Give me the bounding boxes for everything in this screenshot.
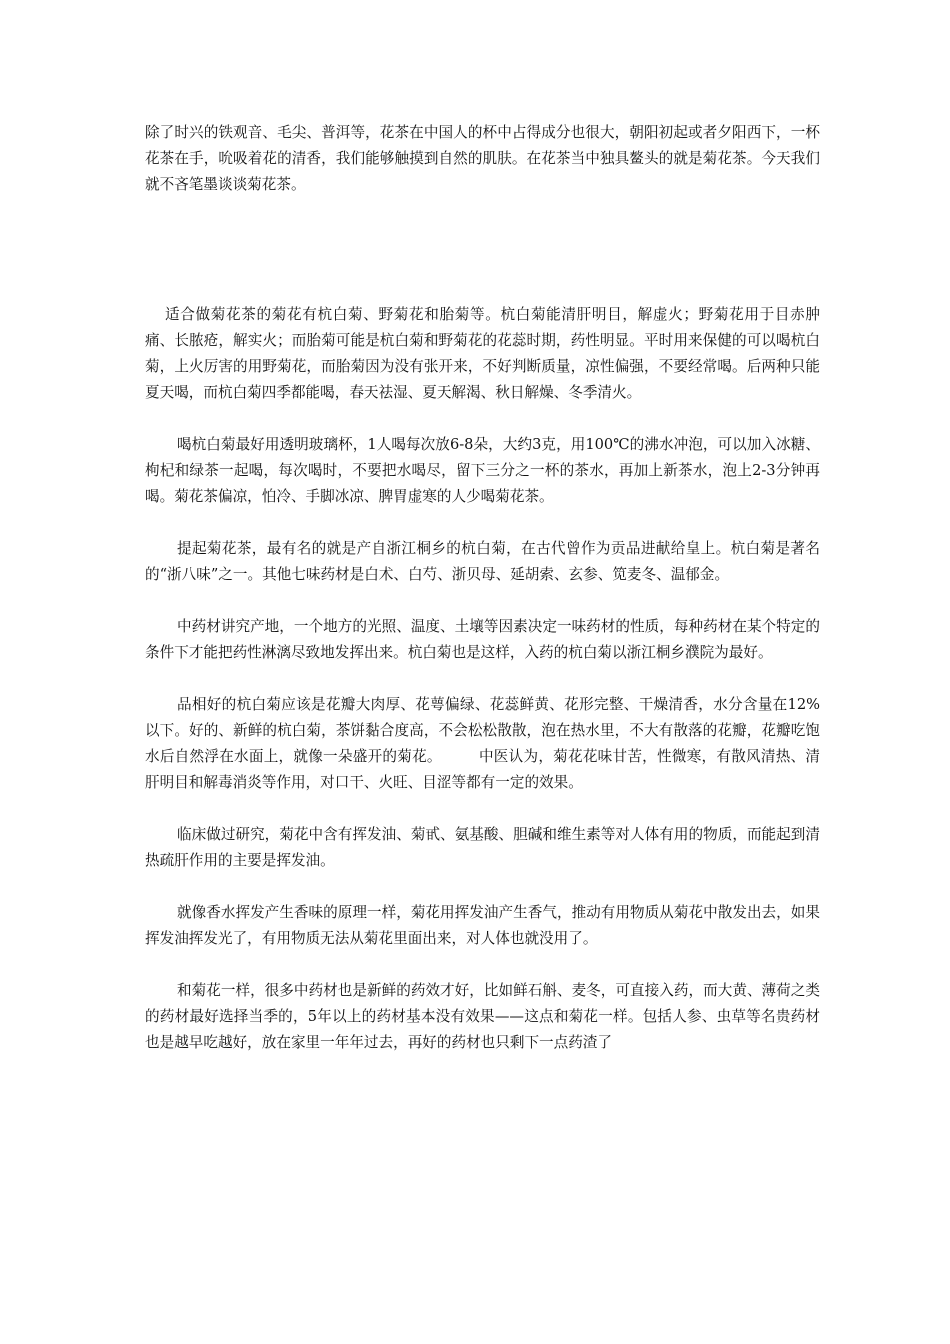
paragraph-types: 适合做菊花茶的菊花有杭白菊、野菊花和胎菊等。杭白菊能清肝明目，解虚火；野菊花用于目赤肿痛、长脓疮，解实火；而胎菊可能是杭白菊和野菊花的花蕊时期，药性明显。平时用来保健的可以喝杭白菊，上火厉害的用野菊花，而胎菊因为没有张开来，不好判断质量，凉性偏强，不要经常喝。后两种只能夏天喝，而杭白菊四季都能喝，春天祛湿、夏天解渴、秋日解燥、冬季清火。 (145, 306, 820, 401)
paragraph-brewing: 喝杭白菊最好用透明玻璃杯，1人喝每次放6-8朵，大约3克，用100℃的沸水冲泡，可以加入冰糖、枸杞和绿茶一起喝，每次喝时，不要把水喝尽，留下三分之一杯的茶水，再加上新茶水，泡上2-3分钟再喝。菊花茶偏凉，怕冷、手脚冰凉、脾胃虚寒的人少喝菊花茶。 (145, 436, 820, 505)
paragraph-research: 临床做过研究，菊花中含有挥发油、菊甙、氨基酸、胆碱和维生素等对人体有用的物质，而能起到清热疏肝作用的主要是挥发油。 (145, 826, 820, 869)
paragraph-intro: 除了时兴的铁观音、毛尖、普洱等，花茶在中国人的杯中占得成分也很大，朝阳初起或者夕阳西下，一杯花茶在手，吮吸着花的清香，我们能够触摸到自然的肌肤。在花茶当中独具鳌头的就是菊花茶。今天我们就不吝笔墨谈谈菊花茶。 (145, 124, 820, 193)
paragraph-gap (145, 224, 820, 302)
paragraph-volatile-oil: 就像香水挥发产生香味的原理一样，菊花用挥发油产生香气，推动有用物质从菊花中散发出去，如果挥发油挥发光了，有用物质无法从菊花里面出来，对人体也就没用了。 (145, 904, 820, 947)
paragraph-freshness: 和菊花一样，很多中药材也是新鲜的药效才好，比如鲜石斛、麦冬，可直接入药，而大黄、薄荷之类的药材最好选择当季的，5年以上的药材基本没有效果——这点和菊花一样。包括人参、虫草等名贵药材也是越早吃越好，放在家里一年年过去，再好的药材也只剩下一点药渣了 (145, 982, 820, 1051)
paragraph-origin: 提起菊花茶，最有名的就是产自浙江桐乡的杭白菊，在古代曾作为贡品进献给皇上。杭白菊是著名的“浙八味”之一。其他七味药材是白术、白芍、浙贝母、延胡索、玄参、笕麦冬、温郁金。 (145, 540, 820, 583)
paragraph-producing-area: 中药材讲究产地，一个地方的光照、温度、土壤等因素决定一味药材的性质，每种药材在某个特定的条件下才能把药性淋漓尽致地发挥出来。杭白菊也是这样，入药的杭白菊以浙江桐乡濮院为最好。 (145, 618, 820, 661)
document-body (145, 120, 820, 1082)
paragraph-quality: 品相好的杭白菊应该是花瓣大肉厚、花萼偏绿、花蕊鲜黄、花形完整、干燥清香，水分含量在12%以下。好的、新鲜的杭白菊，茶饼黏合度高，不会松松散散，泡在热水里，不大有散落的花瓣，花瓣吃饱水后自然浮在水面上，就像一朵盛开的菊花。 中医认为，菊花花味甘苦，性微寒，有散风清热、清肝明目和解毒消炎等作用，对口干、火旺、目涩等都有一定的效果。 (145, 696, 820, 791)
